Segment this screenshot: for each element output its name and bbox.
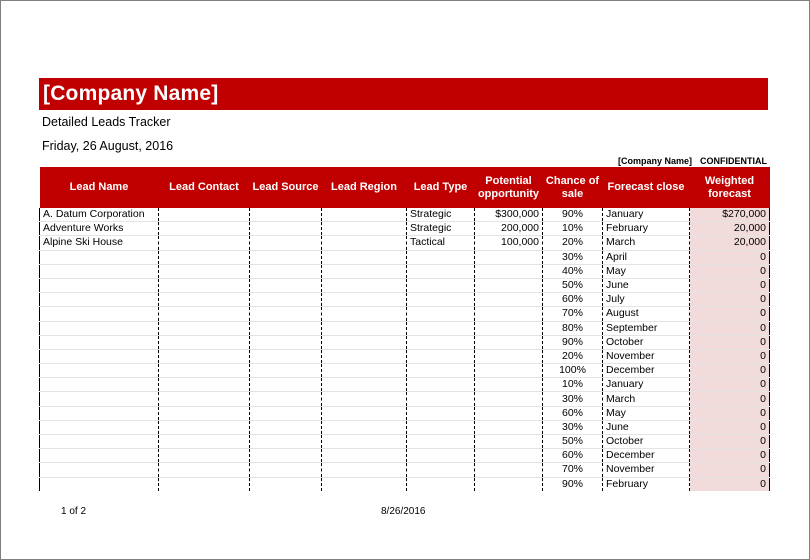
lead-name-cell[interactable] [40, 477, 159, 491]
lead-region-cell[interactable] [322, 236, 407, 250]
weighted-forecast-cell[interactable]: 0 [690, 435, 770, 449]
table-row [40, 392, 770, 406]
weighted-forecast-cell[interactable]: 0 [690, 321, 770, 335]
table-header-row [40, 167, 770, 208]
table-row [40, 264, 770, 278]
lead-name-cell[interactable] [40, 378, 159, 392]
forecast-close-cell[interactable]: November [603, 349, 690, 363]
lead-source-cell[interactable] [250, 364, 322, 378]
potential-opportunity-cell[interactable]: 100,000 [475, 236, 543, 250]
lead-type-cell[interactable]: Strategic [407, 208, 475, 222]
potential-opportunity-cell[interactable] [475, 364, 543, 378]
potential-opportunity-cell[interactable] [475, 420, 543, 434]
lead-name-cell[interactable] [40, 349, 159, 363]
chance-of-sale-cell[interactable]: 30% [543, 250, 603, 264]
chance-of-sale-cell[interactable]: 10% [543, 378, 603, 392]
lead-type-cell[interactable] [407, 349, 475, 363]
lead-name-cell[interactable] [40, 420, 159, 434]
lead-source-cell[interactable] [250, 449, 322, 463]
chance-of-sale-cell[interactable]: 50% [543, 435, 603, 449]
lead-name-cell[interactable]: Adventure Works [40, 222, 159, 236]
header-lead-contact[interactable]: Lead Contact [159, 167, 250, 208]
chance-of-sale-cell[interactable]: 100% [543, 364, 603, 378]
potential-opportunity-cell[interactable] [475, 250, 543, 264]
lead-source-cell[interactable] [250, 435, 322, 449]
lead-contact-cell[interactable] [159, 364, 250, 378]
weighted-forecast-cell[interactable]: 0 [690, 293, 770, 307]
lead-contact-cell[interactable] [159, 278, 250, 292]
company-name-title[interactable]: [Company Name] [43, 82, 219, 105]
forecast-close-cell[interactable]: March [603, 236, 690, 250]
table-row [40, 449, 770, 463]
weighted-forecast-cell[interactable]: 20,000 [690, 222, 770, 236]
weighted-forecast-cell[interactable]: 20,000 [690, 236, 770, 250]
lead-region-cell[interactable] [322, 250, 407, 264]
lead-source-cell[interactable] [250, 463, 322, 477]
lead-source-cell[interactable] [250, 307, 322, 321]
header-weighted-forecast[interactable]: Weighted forecast [690, 167, 770, 208]
lead-region-cell[interactable] [322, 477, 407, 491]
table-row [40, 406, 770, 420]
chance-of-sale-cell[interactable]: 60% [543, 406, 603, 420]
header-lead-name[interactable]: Lead Name [40, 167, 159, 208]
lead-contact-cell[interactable] [159, 435, 250, 449]
lead-name-cell[interactable] [40, 307, 159, 321]
lead-contact-cell[interactable] [159, 321, 250, 335]
document-date[interactable]: Friday, 26 August, 2016 [42, 139, 174, 153]
potential-opportunity-cell[interactable] [475, 278, 543, 292]
lead-type-cell[interactable] [407, 406, 475, 420]
lead-region-cell[interactable] [322, 222, 407, 236]
forecast-close-cell[interactable]: February [603, 477, 690, 491]
chance-of-sale-cell[interactable]: 90% [543, 477, 603, 491]
header-lead-type[interactable]: Lead Type [407, 167, 475, 208]
lead-name-cell[interactable] [40, 278, 159, 292]
lead-name-cell[interactable] [40, 264, 159, 278]
forecast-close-cell[interactable]: January [603, 208, 690, 222]
weighted-forecast-cell[interactable]: 0 [690, 364, 770, 378]
lead-type-cell[interactable]: Tactical [407, 236, 475, 250]
potential-opportunity-cell[interactable] [475, 264, 543, 278]
lead-region-cell[interactable] [322, 463, 407, 477]
table-row [40, 435, 770, 449]
lead-type-cell[interactable] [407, 364, 475, 378]
lead-contact-cell[interactable] [159, 420, 250, 434]
lead-type-cell[interactable] [407, 307, 475, 321]
lead-contact-cell[interactable] [159, 349, 250, 363]
lead-region-cell[interactable] [322, 208, 407, 222]
chance-of-sale-cell[interactable]: 20% [543, 349, 603, 363]
lead-contact-cell[interactable] [159, 264, 250, 278]
table-row [40, 321, 770, 335]
lead-name-cell[interactable] [40, 463, 159, 477]
lead-contact-cell[interactable] [159, 335, 250, 349]
lead-contact-cell[interactable] [159, 477, 250, 491]
lead-source-cell[interactable] [250, 208, 322, 222]
chance-of-sale-cell[interactable]: 40% [543, 264, 603, 278]
forecast-close-cell[interactable]: April [603, 250, 690, 264]
lead-source-cell[interactable] [250, 278, 322, 292]
lead-type-cell[interactable] [407, 435, 475, 449]
header-confidential-label: CONFIDENTIAL [700, 156, 767, 166]
weighted-forecast-cell[interactable]: 0 [690, 250, 770, 264]
lead-region-cell[interactable] [322, 406, 407, 420]
lead-type-cell[interactable] [407, 378, 475, 392]
table-row [40, 349, 770, 363]
lead-contact-cell[interactable] [159, 406, 250, 420]
weighted-forecast-cell[interactable]: 0 [690, 335, 770, 349]
forecast-close-cell[interactable]: May [603, 264, 690, 278]
lead-type-cell[interactable] [407, 278, 475, 292]
weighted-forecast-cell[interactable]: 0 [690, 278, 770, 292]
title-band [39, 78, 768, 110]
forecast-close-cell[interactable]: June [603, 278, 690, 292]
footer-print-date: 8/26/2016 [381, 506, 426, 517]
lead-name-cell[interactable] [40, 250, 159, 264]
potential-opportunity-cell[interactable] [475, 477, 543, 491]
table-row [40, 208, 770, 222]
lead-source-cell[interactable] [250, 406, 322, 420]
potential-opportunity-cell[interactable]: $300,000 [475, 208, 543, 222]
table-row [40, 463, 770, 477]
lead-name-cell[interactable] [40, 406, 159, 420]
lead-source-cell[interactable] [250, 378, 322, 392]
lead-region-cell[interactable] [322, 349, 407, 363]
forecast-close-cell[interactable]: December [603, 364, 690, 378]
chance-of-sale-cell[interactable]: 30% [543, 392, 603, 406]
lead-name-cell[interactable] [40, 392, 159, 406]
chance-of-sale-cell[interactable]: 80% [543, 321, 603, 335]
table-row [40, 250, 770, 264]
forecast-close-cell[interactable]: June [603, 420, 690, 434]
lead-contact-cell[interactable] [159, 236, 250, 250]
lead-name-cell[interactable] [40, 449, 159, 463]
table-row [40, 278, 770, 292]
potential-opportunity-cell[interactable] [475, 349, 543, 363]
lead-region-cell[interactable] [322, 335, 407, 349]
confidential-header [618, 156, 767, 166]
lead-source-cell[interactable] [250, 392, 322, 406]
lead-source-cell[interactable] [250, 293, 322, 307]
lead-region-cell[interactable] [322, 420, 407, 434]
lead-region-cell[interactable] [322, 321, 407, 335]
table-row [40, 364, 770, 378]
forecast-close-cell[interactable]: October [603, 435, 690, 449]
lead-source-cell[interactable] [250, 250, 322, 264]
lead-source-cell[interactable] [250, 236, 322, 250]
document-subtitle[interactable]: Detailed Leads Tracker [42, 115, 171, 129]
potential-opportunity-cell[interactable] [475, 392, 543, 406]
lead-source-cell[interactable] [250, 222, 322, 236]
lead-contact-cell[interactable] [159, 293, 250, 307]
lead-region-cell[interactable] [322, 435, 407, 449]
lead-type-cell[interactable] [407, 463, 475, 477]
lead-region-cell[interactable] [322, 264, 407, 278]
weighted-forecast-cell[interactable]: 0 [690, 264, 770, 278]
weighted-forecast-cell[interactable]: 0 [690, 307, 770, 321]
lead-name-cell[interactable] [40, 321, 159, 335]
weighted-forecast-cell[interactable]: 0 [690, 420, 770, 434]
chance-of-sale-cell[interactable]: 90% [543, 335, 603, 349]
lead-source-cell[interactable] [250, 264, 322, 278]
forecast-close-cell[interactable]: March [603, 392, 690, 406]
chance-of-sale-cell[interactable]: 60% [543, 449, 603, 463]
weighted-forecast-cell[interactable]: 0 [690, 349, 770, 363]
chance-of-sale-cell[interactable]: 20% [543, 236, 603, 250]
forecast-close-cell[interactable]: July [603, 293, 690, 307]
chance-of-sale-cell[interactable]: 30% [543, 420, 603, 434]
lead-type-cell[interactable]: Strategic [407, 222, 475, 236]
forecast-close-cell[interactable]: October [603, 335, 690, 349]
weighted-forecast-cell[interactable]: $270,000 [690, 208, 770, 222]
forecast-close-cell[interactable]: May [603, 406, 690, 420]
lead-type-cell[interactable] [407, 477, 475, 491]
lead-region-cell[interactable] [322, 278, 407, 292]
lead-source-cell[interactable] [250, 321, 322, 335]
potential-opportunity-cell[interactable] [475, 435, 543, 449]
header-potential-opportunity[interactable]: Potential opportunity [475, 167, 543, 208]
lead-region-cell[interactable] [322, 293, 407, 307]
lead-name-cell[interactable] [40, 335, 159, 349]
chance-of-sale-cell[interactable]: 90% [543, 208, 603, 222]
weighted-forecast-cell[interactable]: 0 [690, 406, 770, 420]
chance-of-sale-cell[interactable]: 60% [543, 293, 603, 307]
lead-name-cell[interactable] [40, 293, 159, 307]
leads-table-body [40, 208, 770, 491]
chance-of-sale-cell[interactable]: 70% [543, 307, 603, 321]
chance-of-sale-cell[interactable]: 10% [543, 222, 603, 236]
forecast-close-cell[interactable]: December [603, 449, 690, 463]
forecast-close-cell[interactable]: February [603, 222, 690, 236]
lead-name-cell[interactable]: A. Datum Corporation [40, 208, 159, 222]
table-row [40, 236, 770, 250]
forecast-close-cell[interactable]: November [603, 463, 690, 477]
forecast-close-cell[interactable]: January [603, 378, 690, 392]
potential-opportunity-cell[interactable] [475, 463, 543, 477]
lead-region-cell[interactable] [322, 449, 407, 463]
lead-type-cell[interactable] [407, 250, 475, 264]
lead-contact-cell[interactable] [159, 250, 250, 264]
potential-opportunity-cell[interactable] [475, 307, 543, 321]
potential-opportunity-cell[interactable]: 200,000 [475, 222, 543, 236]
potential-opportunity-cell[interactable] [475, 293, 543, 307]
potential-opportunity-cell[interactable] [475, 321, 543, 335]
table-row [40, 378, 770, 392]
header-chance-of-sale[interactable]: Chance of sale [543, 167, 603, 208]
header-company-name: [Company Name] [617, 156, 692, 166]
potential-opportunity-cell[interactable] [475, 449, 543, 463]
lead-region-cell[interactable] [322, 378, 407, 392]
potential-opportunity-cell[interactable] [475, 335, 543, 349]
lead-type-cell[interactable] [407, 264, 475, 278]
forecast-close-cell[interactable]: August [603, 307, 690, 321]
lead-contact-cell[interactable] [159, 392, 250, 406]
leads-table [39, 167, 770, 491]
table-row [40, 222, 770, 236]
weighted-forecast-cell[interactable]: 0 [690, 463, 770, 477]
lead-source-cell[interactable] [250, 420, 322, 434]
lead-type-cell[interactable] [407, 321, 475, 335]
table-row [40, 420, 770, 434]
potential-opportunity-cell[interactable] [475, 406, 543, 420]
table-row [40, 293, 770, 307]
lead-type-cell[interactable] [407, 392, 475, 406]
lead-source-cell[interactable] [250, 477, 322, 491]
lead-source-cell[interactable] [250, 349, 322, 363]
footer-page-number: 1 of 2 [61, 506, 87, 517]
lead-source-cell[interactable] [250, 335, 322, 349]
lead-name-cell[interactable] [40, 364, 159, 378]
chance-of-sale-cell[interactable]: 70% [543, 463, 603, 477]
lead-contact-cell[interactable] [159, 463, 250, 477]
header-lead-source[interactable]: Lead Source [250, 167, 322, 208]
lead-type-cell[interactable] [407, 335, 475, 349]
table-row [40, 335, 770, 349]
table-row [40, 307, 770, 321]
weighted-forecast-cell[interactable]: 0 [690, 449, 770, 463]
table-row [40, 477, 770, 491]
header-forecast-close[interactable]: Forecast close [603, 167, 690, 208]
lead-contact-cell[interactable] [159, 449, 250, 463]
lead-type-cell[interactable] [407, 293, 475, 307]
lead-contact-cell[interactable] [159, 307, 250, 321]
lead-name-cell[interactable] [40, 435, 159, 449]
lead-contact-cell[interactable] [159, 208, 250, 222]
weighted-forecast-cell[interactable]: 0 [690, 392, 770, 406]
lead-region-cell[interactable] [322, 307, 407, 321]
potential-opportunity-cell[interactable] [475, 378, 543, 392]
header-lead-region[interactable]: Lead Region [322, 167, 407, 208]
lead-region-cell[interactable] [322, 364, 407, 378]
lead-name-cell[interactable]: Alpine Ski House [40, 236, 159, 250]
forecast-close-cell[interactable]: September [603, 321, 690, 335]
lead-type-cell[interactable] [407, 420, 475, 434]
lead-region-cell[interactable] [322, 392, 407, 406]
lead-type-cell[interactable] [407, 449, 475, 463]
chance-of-sale-cell[interactable]: 50% [543, 278, 603, 292]
lead-contact-cell[interactable] [159, 378, 250, 392]
weighted-forecast-cell[interactable]: 0 [690, 477, 770, 491]
lead-contact-cell[interactable] [159, 222, 250, 236]
weighted-forecast-cell[interactable]: 0 [690, 378, 770, 392]
